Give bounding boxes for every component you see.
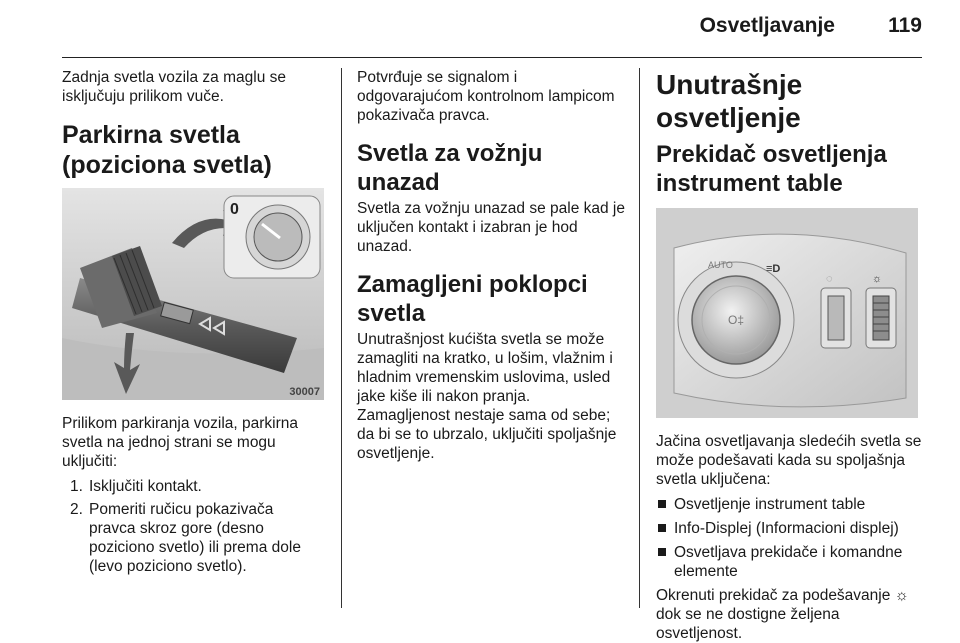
column-middle bbox=[357, 68, 625, 463]
bullet-text: Info-Displej (Informacioni displej) bbox=[674, 520, 899, 537]
figure-code: 30007 bbox=[289, 386, 320, 398]
page-header bbox=[0, 0, 960, 58]
list-item bbox=[62, 500, 324, 576]
bullet-list bbox=[656, 495, 922, 581]
svg-text:≡D: ≡D bbox=[766, 263, 781, 275]
indicator-stalk-illustration bbox=[62, 188, 324, 400]
section-heading-parking-lights: Parkirna svetla (poziciona svetla) bbox=[62, 121, 272, 179]
list-item bbox=[656, 519, 922, 538]
list-item bbox=[62, 477, 324, 496]
bullet-icon bbox=[658, 500, 666, 508]
step-text: Isključiti kontakt. bbox=[89, 478, 202, 495]
body-text: Unutrašnjost kućišta svetla se može zamagliti na kratko, u lošim, vlažnim i hladnim vremenskim uslovima, usled jake kiše ili nakon pranja. bbox=[357, 331, 613, 405]
section-heading-interior-lighting: Unutrašnje osvetljenje bbox=[656, 69, 803, 133]
column-divider-2 bbox=[639, 68, 640, 608]
intro-text: Potvrđuje se signalom i odgovarajućom kontrolnom lampicom pokazivača pravca. bbox=[357, 69, 615, 124]
figure-light-switch bbox=[656, 208, 918, 418]
subsection-heading-dimmer: Prekidač osvetljenja instrument table bbox=[656, 141, 887, 197]
step-number: 1. bbox=[70, 478, 83, 495]
body-text: Zamagljenost nestaje sama od sebe; da bi se to ubrzalo, uključiti spoljašnje osvetljenje. bbox=[357, 407, 617, 462]
bullet-text: Osvetljenje instrument table bbox=[674, 496, 866, 513]
auto-label: AUTO bbox=[708, 260, 733, 270]
header-divider bbox=[62, 57, 922, 58]
body-text: Prilikom parkiranja vozila, parkirna svetla na jednoj strani se mogu uključiti: bbox=[62, 415, 299, 470]
section-heading-fogged-covers: Zamagljeni poklopci svetla bbox=[357, 271, 588, 327]
intro-text: Zadnja svetla vozila za maglu se isključuju prilikom vuče. bbox=[62, 69, 287, 105]
svg-text:◌: ◌ bbox=[826, 273, 833, 285]
svg-text:☼: ☼ bbox=[872, 273, 883, 285]
list-item bbox=[656, 495, 922, 514]
svg-text:O‡: O‡ bbox=[728, 313, 745, 327]
steps-list bbox=[62, 477, 324, 576]
bullet-icon bbox=[658, 524, 666, 532]
step-text: Pomeriti ručicu pokazivača pravca skroz gore (desno poziciono svetlo) ili prema dole (levo poziciono svetlo). bbox=[89, 501, 301, 575]
body-text: Jačina osvetljavanja sledećih svetla se može podešavati kada su spoljašnja svetla uključena: bbox=[656, 433, 922, 488]
section-heading-reverse-lights: Svetla za vožnju unazad bbox=[357, 140, 543, 196]
svg-text:0: 0 bbox=[230, 201, 239, 218]
bullet-icon bbox=[658, 548, 666, 556]
light-switch-illustration bbox=[656, 208, 918, 418]
column-left bbox=[62, 68, 324, 580]
list-item bbox=[656, 543, 922, 581]
body-text: Okrenuti prekidač za podešavanje ☼ dok se ne dostigne željena osvetljenost. bbox=[656, 587, 909, 642]
body-text: Svetla za vožnju unazad se pale kad je uključen kontakt i izabran je hod unazad. bbox=[357, 200, 625, 255]
chapter-title: Osvetljavanje bbox=[699, 14, 835, 37]
bullet-text: Osvetljava prekidače i komandne elemente bbox=[674, 544, 903, 580]
figure-indicator-stalk bbox=[62, 188, 324, 400]
step-number: 2. bbox=[70, 501, 83, 518]
page-number: 119 bbox=[888, 14, 922, 37]
column-divider-1 bbox=[341, 68, 342, 608]
column-right bbox=[656, 68, 922, 643]
